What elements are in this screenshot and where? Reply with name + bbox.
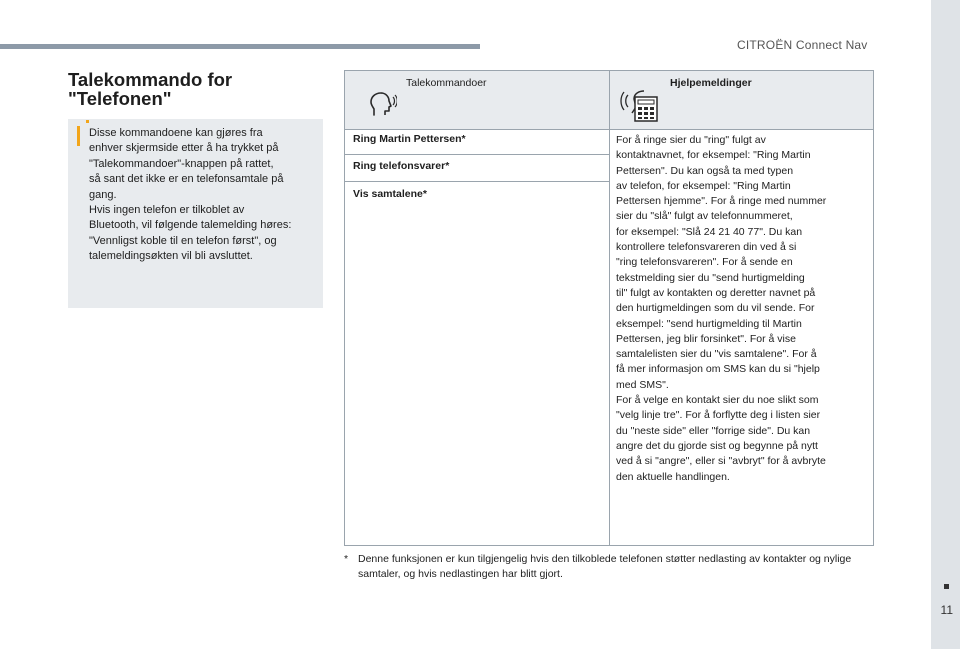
info-line: Hvis ingen telefon er tilkoblet av [89,204,245,217]
info-line: talemeldingsøkten vil bli avsluttet. [89,250,253,263]
info-line: enhver skjermside etter å ha trykket på [89,142,279,155]
help-line: til" fulgt av kontakten og deretter navnet på [616,286,816,299]
info-line: Bluetooth, vil følgende talemelding høres: [89,219,292,232]
command-ring-contact: Ring Martin Pettersen* [353,133,466,145]
help-line: få mer informasjon om SMS kan du si "hjelp [616,363,820,376]
help-line: "velg linje tre". For å forflytte deg i listen sier [616,409,821,422]
help-line: tekstmelding sier du "send hurtigmelding [616,271,805,284]
help-line: den hurtigmeldingen som du vil sende. For [616,302,815,315]
page-title: Talekommando for "Telefonen" [68,69,233,109]
page-marker [944,584,949,589]
info-line: gang. [89,188,117,201]
help-line: angre det du gjorde sist og begynne på nytt [616,439,818,452]
info-line: "Vennligst koble til en telefon først", og [89,234,277,247]
footnote-marker: * [344,553,349,565]
help-line: av telefon, for eksempel: "Ring Martin [616,179,791,192]
help-line: For å ringe sier du "ring" fulgt av [616,134,766,146]
voice-command-table [344,70,874,546]
command-show-calls: Vis samtalene* [353,188,427,200]
help-line: Pettersen hjemme". For å ringe med nummer [616,195,827,208]
help-line: ved å si "angre", eller si "avbryt" for å avbryte [616,455,826,468]
column-header-commands: Talekommandoer [406,77,487,89]
column-header-help: Hjelpemeldinger [670,77,752,89]
help-line: For å velge en kontakt sier du noe slikt som [616,394,819,407]
header-brand: CITROËN Connect Nav [737,38,868,52]
header-rule [0,44,480,49]
footnote [344,552,874,582]
voice-command-icon [365,87,397,119]
command-ring-voicemail: Ring telefonsvarer* [353,160,450,172]
help-line: Pettersen, jeg blir forsinket". For å vise [616,332,796,345]
help-line: samtalelisten sier du "vis samtalene". For å [616,348,817,361]
row-divider [345,181,609,182]
info-box [68,119,323,308]
info-line: "Talekommandoer"-knappen på rattet, [89,157,274,170]
page-edge-band [931,0,960,649]
info-line: Disse kommandoene kan gjøres fra [89,127,263,139]
column-divider [609,71,610,545]
page-number: 11 [940,603,953,617]
help-line: kontrollere telefonsvareren din ved å si [616,241,797,254]
phone-keypad-voice-icon [620,87,660,123]
info-line: så sant det ikke er en telefonsamtale på [89,173,284,186]
info-icon [77,126,80,146]
help-line: med SMS". [616,378,669,391]
info-text [89,126,317,265]
help-line: eksempel: "send hurtigmelding til Martin [616,317,802,330]
help-line: for eksempel: "Slå 24 21 40 77". Du kan [616,225,803,238]
help-line: kontaktnavnet, for eksempel: "Ring Martin [616,149,811,162]
help-messages [616,133,868,485]
row-divider [345,154,609,155]
help-line: den aktuelle handlingen. [616,470,730,483]
help-line: sier du "slå" fulgt av telefonnummeret, [616,210,793,223]
help-line: Pettersen". Du kan også ta med typen [616,164,794,177]
help-line: "ring telefonsvareren". For å sende en [616,256,793,269]
help-line: du "neste side" eller "forrige side". Du kan [616,424,811,437]
footnote-text: Denne funksjonen er kun tilgjengelig hvis den tilkoblede telefonen støtter nedlasting av kontakter og nylige samtaler, og hvis nedlastingen har blitt gjort. [358,553,852,580]
